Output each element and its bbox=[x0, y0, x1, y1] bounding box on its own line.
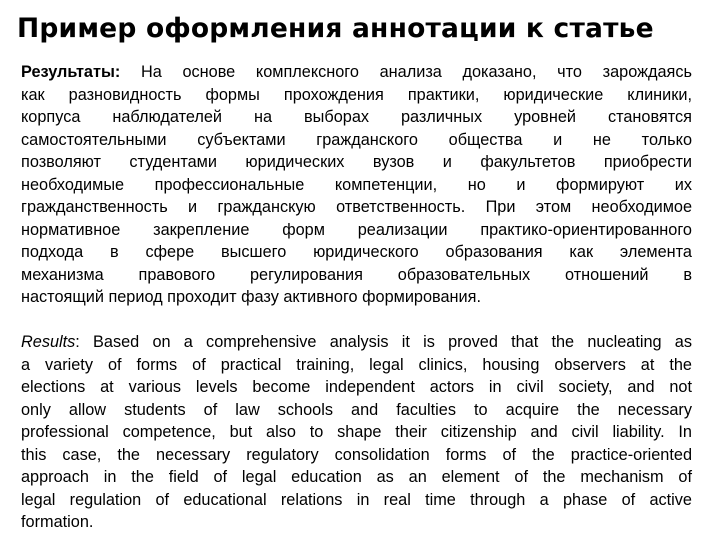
text-line: only allow students of law schools and faculties to acquire the necessary bbox=[21, 400, 692, 419]
page-title: Пример оформления аннотации к статье bbox=[17, 13, 654, 44]
text-line: подхода в сфере высшего юридического образования как элемента bbox=[21, 243, 692, 261]
text-line: как разновидность формы прохождения практики, юридические клиники, bbox=[21, 85, 692, 104]
text-line: this case, the necessary regulatory consolidation forms of the practice-oriented bbox=[21, 445, 692, 464]
results-label-en: Results bbox=[21, 333, 76, 351]
text-line: a variety of forms of practical training, legal clinics, housing observers at the bbox=[21, 355, 692, 374]
text-line: корпуса наблюдателей на выборах различных уровней становятся bbox=[21, 108, 692, 126]
results-label-ru: Результаты: bbox=[21, 63, 121, 81]
text-line: самостоятельными субъектами гражданского общества и не только bbox=[21, 130, 692, 149]
text-line: механизма правового регулирования образовательных отношений в bbox=[21, 265, 692, 284]
text-line: legal regulation of educational relations in real time through a phase of active bbox=[21, 490, 692, 509]
text-line: approach in the field of legal education as an element of the mechanism of bbox=[21, 468, 692, 486]
text-line: настоящий период проходит фазу активного формирования. bbox=[21, 288, 481, 306]
text-line: гражданственность и гражданскую ответственность. При этом необходимое bbox=[21, 198, 692, 216]
text-line: Results: Based on a comprehensive analysis it is proved that the nucleating as bbox=[21, 333, 692, 351]
abstract-russian bbox=[21, 61, 692, 309]
text-line: необходимые профессиональные компетенции, но и формируют их bbox=[21, 175, 692, 194]
text-line: Результаты: На основе комплексного анализа доказано, что зарождаясь bbox=[21, 63, 692, 81]
abstract-english bbox=[21, 331, 692, 534]
text-line: formation. bbox=[21, 513, 94, 531]
text-line: позволяют студентами юридических вузов и факультетов приобрести bbox=[21, 153, 692, 171]
text-line: professional competence, but also to shape their citizenship and civil liability. In bbox=[21, 423, 692, 441]
text-line: elections at various levels become independent actors in civil society, and not bbox=[21, 378, 692, 396]
text-line: нормативное закрепление форм реализации практико-ориентированного bbox=[21, 220, 692, 239]
